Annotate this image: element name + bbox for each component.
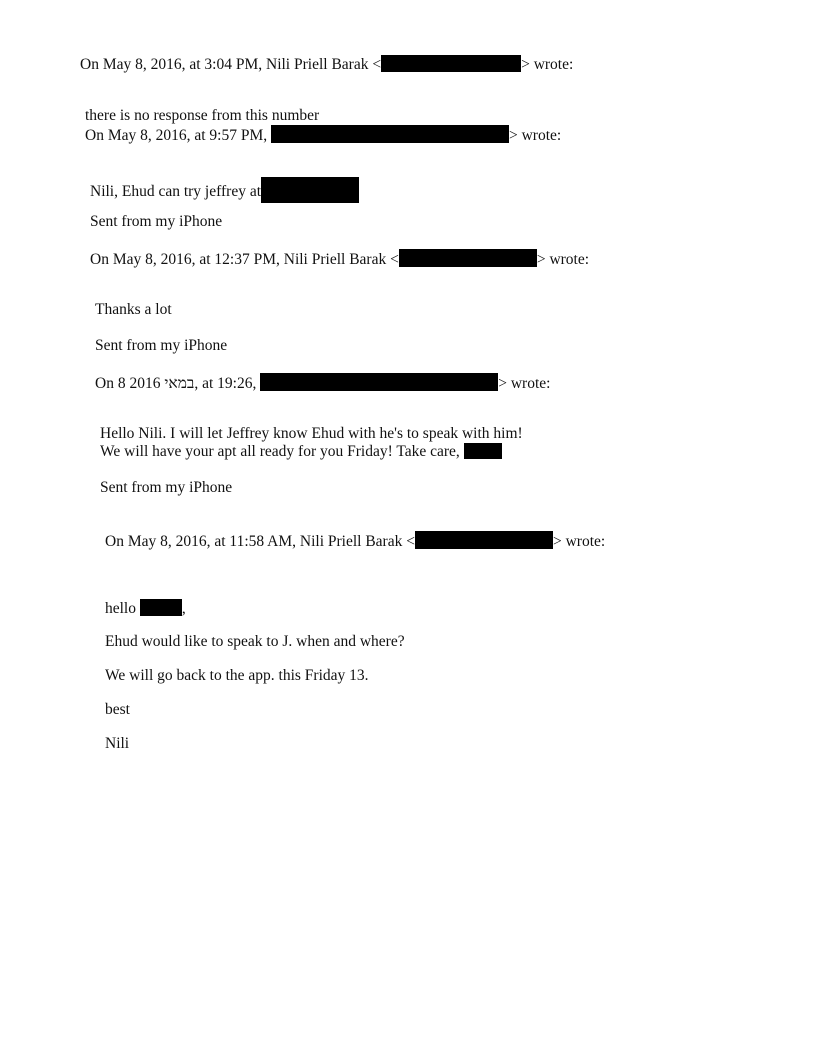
body-text: We will have your apt all ready for you Friday! Take care,: [100, 443, 460, 460]
greeting-text: hello: [105, 600, 140, 617]
header-text: > wrote:: [536, 251, 590, 268]
message-3-body: Thanks a lot: [95, 301, 172, 318]
message-3-header: [90, 249, 589, 269]
message-4-body-line-2: [100, 443, 502, 461]
redaction-block: [464, 443, 502, 459]
redaction-block: [399, 249, 537, 267]
header-text: > wrote:: [552, 533, 606, 550]
message-2-header: [85, 125, 561, 145]
header-text: On May 8, 2016, at 11:58 AM, Nili Priell Barak <: [105, 533, 415, 550]
greeting-text: ,: [181, 600, 186, 617]
message-5-greeting: [105, 599, 186, 618]
redaction-block: [140, 599, 182, 616]
message-4-signature: Sent from my iPhone: [100, 479, 233, 496]
header-text: On May 8, 2016, at 9:57 PM,: [85, 127, 271, 144]
redaction-block: [415, 531, 553, 549]
body-text: Nili, Ehud can try jeffrey at: [90, 183, 262, 200]
message-4-body-line-1: Hello Nili. I will let Jeffrey know Ehud with he's to speak with him!: [100, 425, 523, 442]
message-2-body: [90, 177, 359, 203]
header-text: > wrote:: [498, 375, 551, 392]
header-text: > wrote:: [521, 56, 574, 73]
header-text: > wrote:: [509, 127, 562, 144]
message-4-header: [95, 373, 550, 393]
redaction-block: [260, 373, 498, 391]
message-5-line-2: We will go back to the app. this Friday 13.: [105, 667, 369, 684]
redaction-block: [271, 125, 509, 143]
redaction-block: [261, 177, 359, 203]
header-text: On May 8, 2016, at 3:04 PM, Nili Priell Barak <: [80, 56, 382, 73]
header-text: On May 8, 2016, at 12:37 PM, Nili Priell Barak <: [90, 251, 399, 268]
header-text: On 8 במאי 2016, at 19:26,: [95, 375, 261, 392]
message-1-body: there is no response from this number: [85, 107, 320, 124]
message-5-line-4: Nili: [105, 735, 130, 752]
message-1-header: [80, 55, 573, 74]
message-3-signature: Sent from my iPhone: [95, 337, 228, 354]
message-5-header: [105, 531, 605, 551]
redaction-block: [381, 55, 521, 72]
message-5-line-3: best: [105, 701, 130, 718]
message-5-line-1: Ehud would like to speak to J. when and where?: [105, 633, 405, 650]
message-2-signature: Sent from my iPhone: [90, 213, 223, 230]
